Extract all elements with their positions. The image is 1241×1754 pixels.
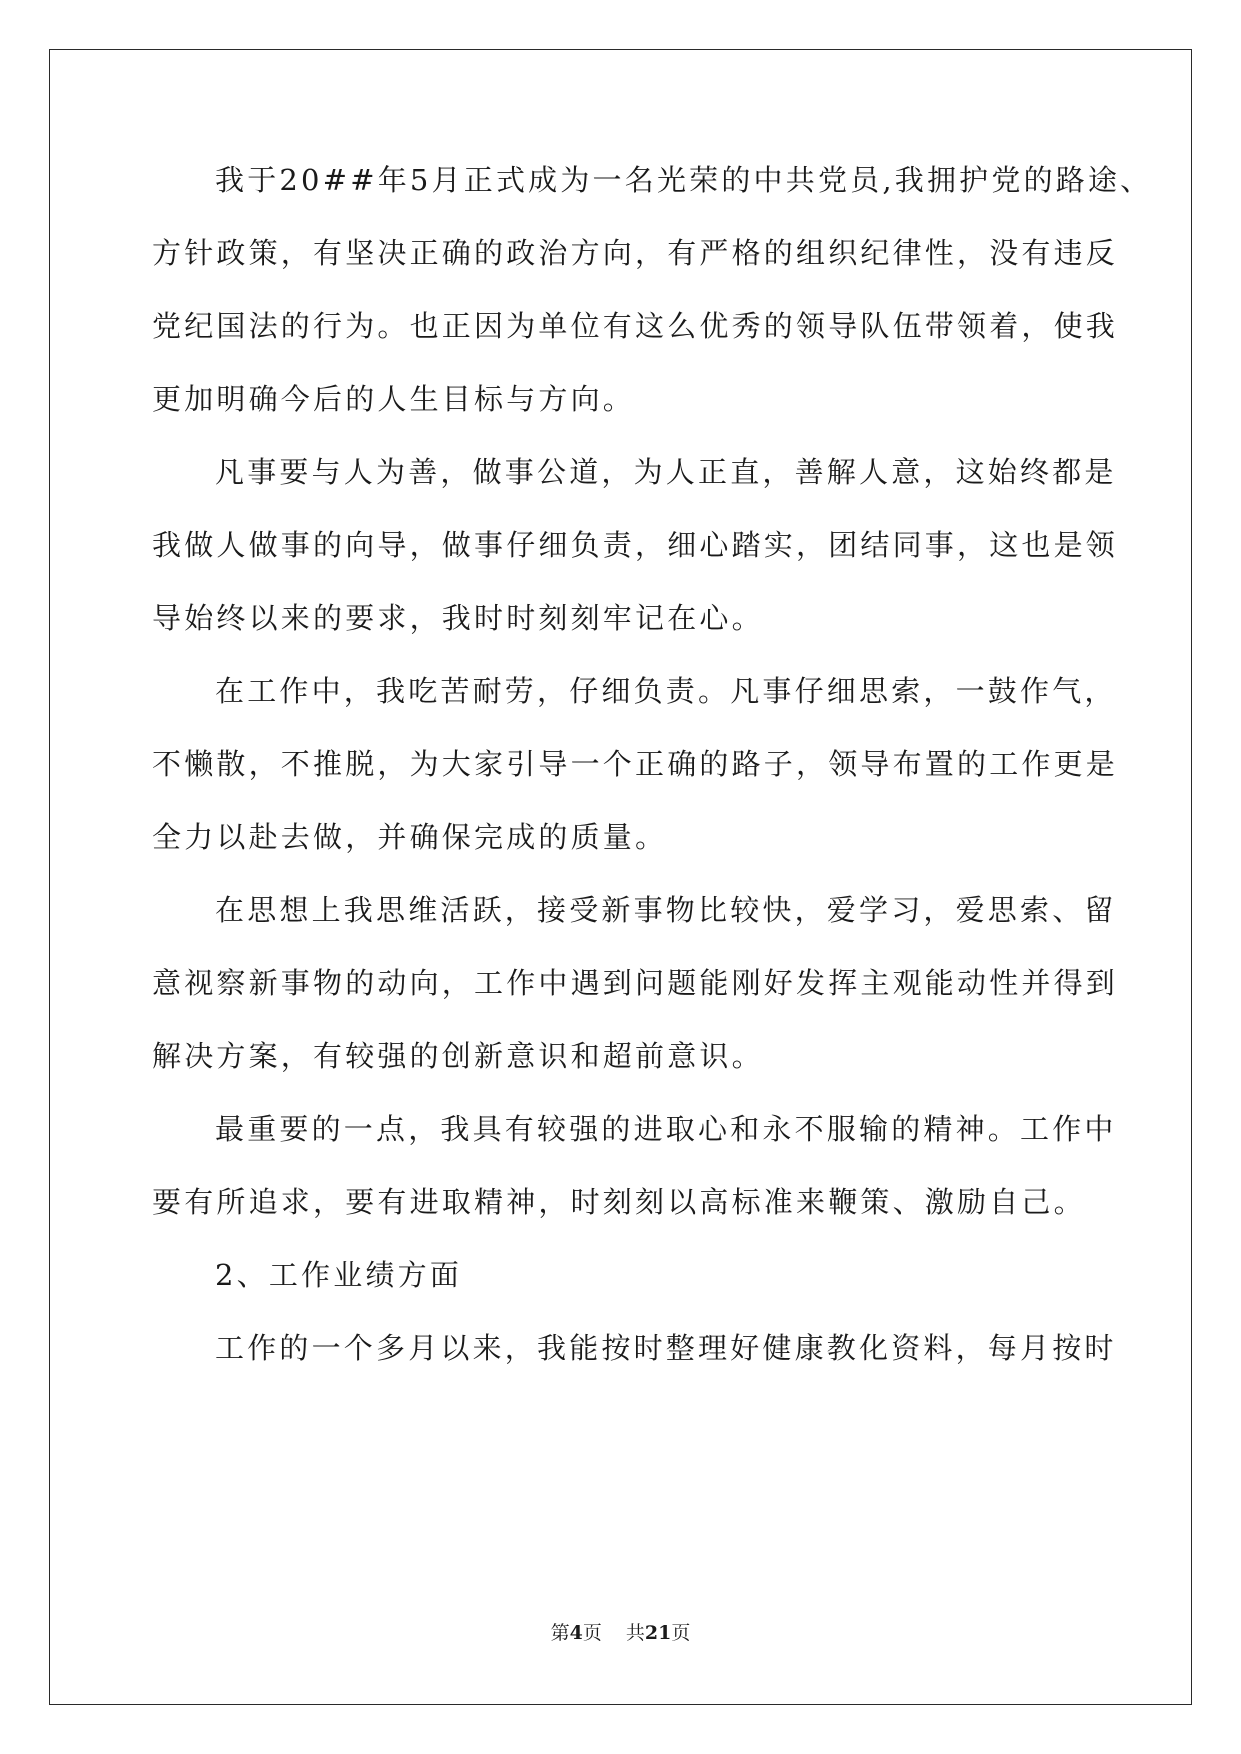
paragraph-5-line-1: 最重要的一点，我具有较强的进取心和永不服输的精神。工作中 <box>215 1112 1117 1146</box>
paragraph-3-line-3: 全力以赴去做，并确保完成的质量。 <box>152 820 668 854</box>
section-heading: 2、工作业绩方面 <box>215 1258 463 1292</box>
paragraph-3-line-1: 在工作中，我吃苦耐劳，仔细负责。凡事仔细思索，一鼓作气， <box>215 674 1117 708</box>
paragraph-2-line-1: 凡事要与人为善，做事公道，为人正直，善解人意，这始终都是 <box>215 455 1117 489</box>
paragraph-4-line-3: 解决方案，有较强的创新意识和超前意识。 <box>152 1039 764 1073</box>
paragraph-4-line-2: 意视察新事物的动向，工作中遇到问题能刚好发挥主观能动性并得到 <box>152 966 1119 1000</box>
page-number: 4 <box>569 1622 583 1644</box>
paragraph-4-line-1: 在思想上我思维活跃，接受新事物比较快，爱学习，爱思索、留 <box>215 893 1117 927</box>
paragraph-2-line-3: 导始终以来的要求，我时时刻刻牢记在心。 <box>152 601 764 635</box>
paragraph-3-line-2: 不懒散，不推脱，为大家引导一个正确的路子，领导布置的工作更是 <box>152 747 1119 781</box>
page-footer <box>0 1618 1241 1645</box>
total-prefix: 共 <box>625 1622 645 1644</box>
page-prefix: 第 <box>550 1622 570 1644</box>
page-border <box>49 49 1192 1705</box>
paragraph-1-line-3: 党纪国法的行为。也正因为单位有这么优秀的领导队伍带领着，使我 <box>152 309 1119 343</box>
paragraph-1-line-2: 方针政策，有坚决正确的政治方向，有严格的组织纪律性，没有违反 <box>152 236 1119 270</box>
paragraph-2-line-2: 我做人做事的向导，做事仔细负责，细心踏实，团结同事，这也是领 <box>152 528 1119 562</box>
total-suffix: 页 <box>671 1622 691 1644</box>
total-pages: 21 <box>644 1622 672 1644</box>
paragraph-1-line-4: 更加明确今后的人生目标与方向。 <box>152 382 636 416</box>
paragraph-5-line-2: 要有所追求，要有进取精神，时刻刻以高标准来鞭策、激励自己。 <box>152 1185 1086 1219</box>
paragraph-6-line-1: 工作的一个多月以来，我能按时整理好健康教化资料，每月按时 <box>215 1331 1117 1365</box>
paragraph-1-line-1: 我于20##年5月正式成为一名光荣的中共党员,我拥护党的路途、 <box>215 163 1153 197</box>
page-suffix: 页 <box>582 1622 602 1644</box>
